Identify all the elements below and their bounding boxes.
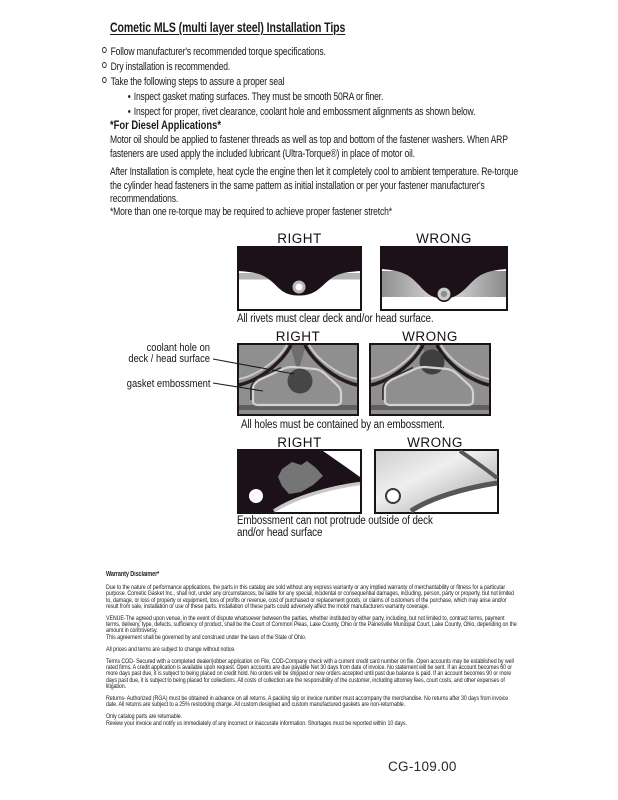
bullet-item [102, 45, 539, 60]
wrong-label-row1: WRONG [416, 231, 472, 246]
circle-bullet-icon [102, 77, 107, 83]
diesel-section-heading: *For Diesel Applications* [110, 118, 221, 132]
wrong-label-row3: WRONG [407, 435, 463, 450]
embossment-caption-line1: Embossment can not protrude outside of deck [237, 515, 433, 527]
diesel-paragraph-2: After Installation is complete, heat cycle the engine then let it completely cool to ambient temperature. Re-torque the cylinder head fasteners in the same pattern as initial installation or per your fastener manufacturer's recommendations. [110, 166, 518, 205]
warranty-paragraph-4: Terms COD- Secured with a completed dealer/jobber application on File, COD-Company check with a current credit card number on file. Open accounts may be established by well rated firms. A credit application is available upon request. Open accounts are due payable Net 30 days from date of invoice. No statement will be sent. If an account becomes 60 or more days past due, it is subject to being placed on credit hold. No orders will be shipped or new orders accepted until past due balance is paid. If an account becomes 90 or more days past due, it is subject to being placed for collections. All costs of collection are the responsibility of the customer, including attorney fees, court costs, and other expenses of litigation. [106, 658, 514, 690]
warranty-paragraph-6-returnable: Only catalog parts are returnable. [106, 713, 183, 721]
embossment-caption [237, 516, 433, 539]
rivet-wrong-diagram [380, 246, 508, 311]
right-label-row1: RIGHT [277, 231, 322, 246]
warranty-disclaimer [106, 572, 517, 733]
leader-lines [212, 352, 304, 396]
sub-bullet-item [102, 90, 539, 105]
warranty-paragraph-5: Returns- Authorized (RGA) must be obtained in advance on all returns. A packing slip or invoice number must accompany the merchandise. No returns after 30 days from invoice date. All returns are subject to a 25% restocking charge. All custom designed and custom manufactured gaskets are non-returnable. [106, 695, 509, 709]
embossment-wrong-diagram [374, 449, 499, 514]
bullet-text: Dry installation is recommended. [110, 61, 231, 73]
warranty-paragraph-6 [106, 714, 517, 726]
sub-bullet-text: Inspect gasket mating surfaces. They must be smooth 50RA or finer. [133, 91, 384, 103]
bullet-text: Follow manufacturer's recommended torque specifications. [110, 46, 326, 58]
footer-part-number: CG-109.00 [388, 759, 457, 774]
annotation-coolant-label [128, 343, 210, 365]
dot-bullet-icon: • [127, 106, 131, 118]
warranty-paragraph-1: Due to the nature of performance applications, the parts in this catalog are sold without any express warranty or any implied warranty of merchantability or fitness for a particular purpose. Cometic Gasket Inc., shall not, under any circumstances, be liable for any special, incidental or consequential damages, including, person, party or property, but not limited to, damage, or loss of property or equipment, loss of profits or revenue, cost of purchased or replacement goods, or claims of customers of the purchase, which may arise and/or result from sale, installation or use of these parts. Installation of these parts could adversely affect the motor manufacturers warranty coverage. [106, 584, 514, 610]
diesel-paragraph-1: Motor oil should be applied to fastener threads as well as top and bottom of the fastener washers. When ARP fasteners are used apply the included lubricant (Ultra-Torque®) in place of motor oil. [110, 134, 508, 160]
annotation-embossment-label: gasket embossment [126, 378, 210, 390]
warranty-paragraph-2 [106, 616, 517, 641]
page-title: Cometic MLS (multi layer steel) Installation Tips [110, 20, 346, 35]
embossment-caption-line2: and/or head surface [237, 526, 323, 539]
right-label-row2: RIGHT [275, 329, 321, 344]
warranty-paragraph-3: All prices and terms are subject to change without notice. [106, 645, 236, 653]
rivet-caption: All rivets must clear deck and/or head surface. [237, 313, 434, 325]
wrong-label-row2: WRONG [402, 329, 458, 344]
annotation-coolant-line1: coolant hole on [146, 342, 210, 354]
bullet-item [102, 75, 539, 90]
bullet-item [102, 60, 539, 75]
warranty-paragraph-6-review: Review your invoice and notify us immediately of any incorrect or inaccurate information. Shortages must be reported within 10 days. [106, 719, 407, 727]
circle-bullet-icon [102, 62, 107, 68]
rivet-right-diagram [237, 246, 362, 311]
right-label-row3: RIGHT [277, 435, 322, 450]
sub-bullet-text: Inspect for proper, rivet clearance, coolant hole and embossment alignments as shown below. [133, 106, 476, 118]
dot-bullet-icon: • [127, 91, 131, 103]
tips-bullet-list [102, 45, 539, 120]
bullet-text: Take the following steps to assure a proper seal [110, 76, 285, 88]
diesel-paragraph-3: *More than one re-torque may be required to achieve proper fastener stretch* [110, 206, 392, 218]
annotation-coolant-line2: deck / head surface [128, 353, 210, 365]
warranty-heading: Warranty Disclaimer* [106, 571, 160, 578]
warranty-paragraph-2-main: VENUE-The agreed upon venue, in the event of dispute whatsoever between the parties, whether instituted by either party, including, but not limited to, contract terms, payment terms, delivery, type, defects, sufficiency of product, shall be the Court of Common Pleas, Lake County, Ohio or the Painesville Municipal Court, Lake County, Ohio, depending on the amount in controversy. [106, 615, 517, 635]
warranty-paragraph-2-governing-law: This agreement shall be governed by and construed under the laws of the State of Ohio. [106, 633, 307, 641]
holes-caption: All holes must be contained by an embossment. [241, 419, 445, 431]
circle-bullet-icon [102, 47, 107, 53]
coolant-hole-wrong-diagram [369, 343, 491, 416]
embossment-right-diagram [237, 449, 362, 514]
